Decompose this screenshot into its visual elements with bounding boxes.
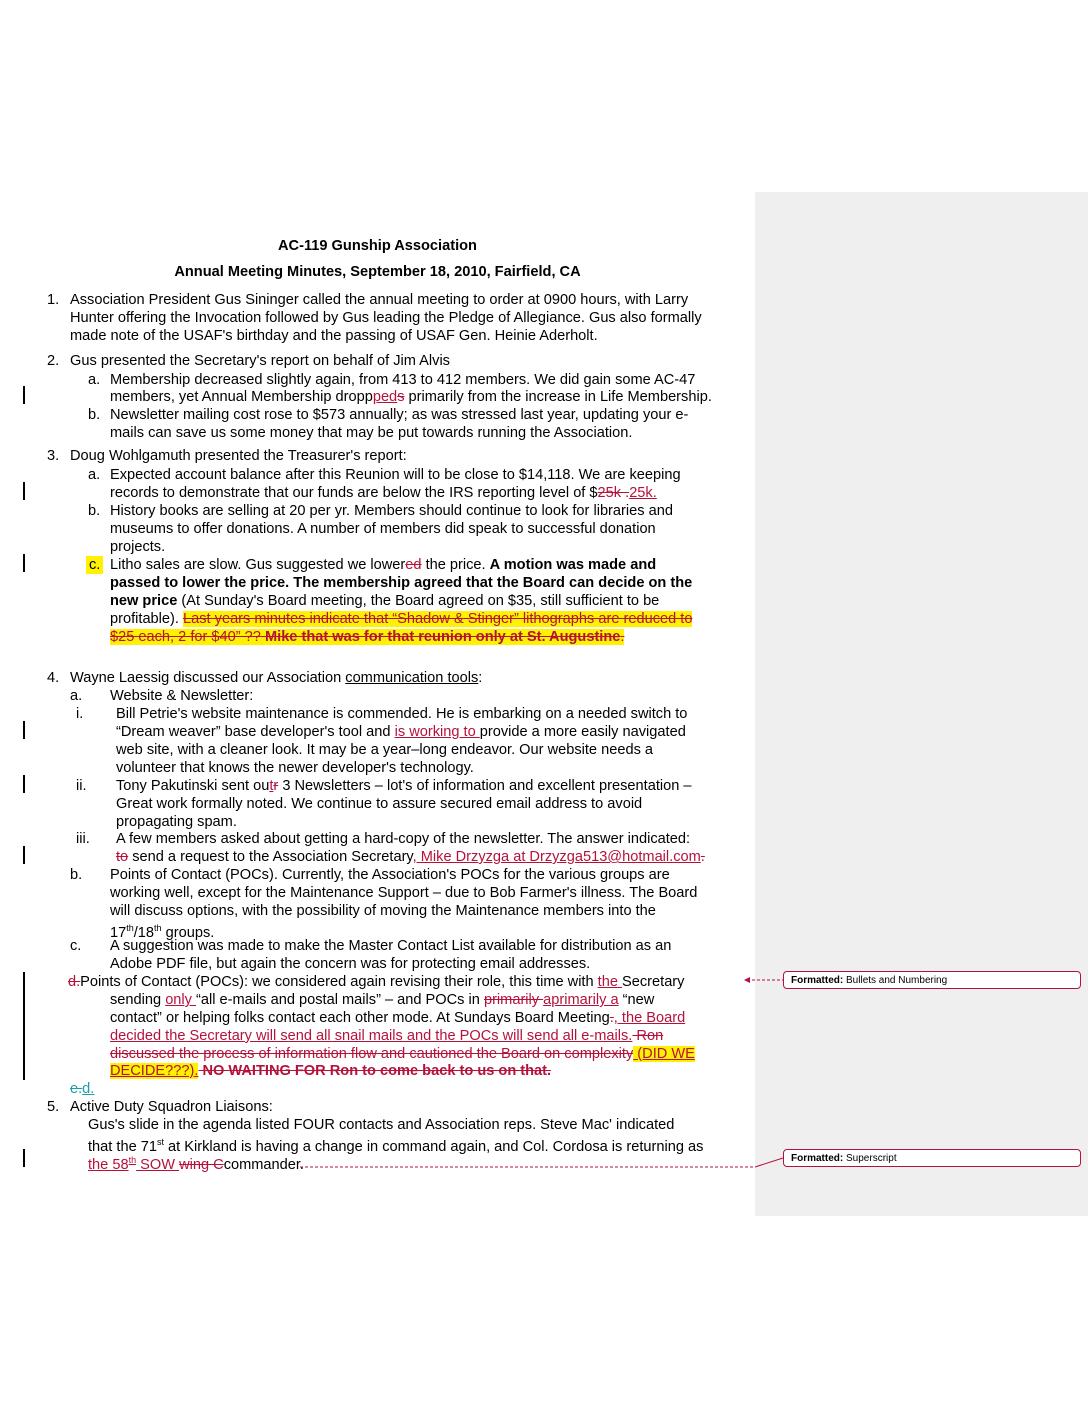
section2-a-line: members, yet Annual Membership dropppeds primarily from the increase in Life Membership. [110, 389, 712, 405]
change-bar [23, 482, 25, 500]
section3-c-line: passed to lower the price. The membership agreed that the Board can decide on the [110, 575, 693, 591]
change-bar [23, 1149, 25, 1167]
item-marker: a. [88, 372, 101, 388]
section-number: 5. [47, 1099, 60, 1115]
change-bar [23, 846, 25, 864]
section4-b-line: 17th/18th groups. [110, 923, 215, 941]
section2-heading: Gus presented the Secretary's report on behalf of Jim Alvis [70, 353, 450, 369]
section3-b-line: museums to offer donations. A number of members did speak to successful donation [110, 521, 656, 537]
section4-d-line: contact” or helping folks contact each other mode. At Sundays Board Meeting., the Board [110, 1010, 686, 1026]
formatting-comment[interactable]: Formatted: Superscript [783, 1149, 1081, 1167]
item-marker: b. [88, 407, 101, 423]
document-subtitle: Annual Meeting Minutes, September 18, 2010, Fairfield, CA [174, 264, 581, 280]
change-bar [23, 721, 25, 739]
section4-ii-line: propagating spam. [116, 814, 237, 830]
section-number: 2. [47, 353, 60, 369]
section4-ii-line: Tony Pakutinski sent outr 3 Newsletters – lot's of information and excellent presentation – [116, 778, 692, 794]
section4-b-line: Points of Contact (POCs). Currently, the Association's POCs for the various groups are [110, 867, 670, 883]
change-bar [23, 775, 25, 793]
section4-c-line: Adobe PDF file, but again the concern was for protecting email addresses. [110, 956, 591, 972]
section4-i-line: Bill Petrie's website maintenance is commended. He is embarking on a needed switch to [116, 706, 688, 722]
section4-i-line: volunteer that knows the newer developer's technology. [116, 760, 474, 776]
section5-heading: Active Duty Squadron Liaisons: [70, 1099, 273, 1115]
section2-a-line: Membership decreased slightly again, from 413 to 412 members. We did gain some AC-47 [110, 372, 696, 388]
item-marker: b. [70, 867, 83, 883]
section3-c-line: $25 each, 2 for $40” ?? Mike that was for that reunion only at St. Augustine. [110, 629, 625, 645]
section-number: 1. [47, 292, 60, 308]
section1-line: Hunter offering the Invocation followed by Gus leading the Pledge of Allegiance. Gus also formally [70, 310, 702, 326]
section3-c-line: profitable). Last years minutes indicate that “Shadow & Stinger” lithographs are reduced to [110, 611, 693, 627]
item-marker: ii. [76, 778, 87, 794]
section4-iii-line: to send a request to the Association Secretary, Mike Drzyzga at Drzyzga513@hotmail.com. [116, 849, 705, 865]
section4-d-line: sending only “all e-mails and postal mails” – and POCs in primarily aprimarily a “new [110, 992, 655, 1008]
section4-iii-line: A few members asked about getting a hard-copy of the newsletter. The answer indicated: [116, 831, 691, 847]
section4-d-line: d.Points of Contact (POCs): we considered again revising their role, this time with the Secretary [68, 974, 685, 990]
item-marker: a. [70, 688, 83, 704]
section5-line: that the 71st at Kirkland is having a change in command again, and Col. Cordosa is returning as [88, 1137, 704, 1155]
section4-i-line: web site, with a cleaner look. It may be a year–long endeavor. Our website needs a [116, 742, 654, 758]
section4-b-line: will discuss options, with the possibility of moving the Maintenance members into the [110, 903, 656, 919]
formatting-comment[interactable]: Formatted: Bullets and Numbering [783, 971, 1081, 989]
section4-d-line: DECIDE???). NO WAITING FOR Ron to come back to us on that. [110, 1063, 552, 1079]
change-bar [23, 386, 25, 404]
section4-d-line: discussed the process of information flow and cautioned the Board on complexity (DID WE [110, 1046, 695, 1062]
change-bar [23, 554, 25, 572]
section1-line: made note of the USAF's birthday and the passing of USAF Gen. Heinie Aderholt. [70, 328, 598, 344]
change-bar [23, 972, 25, 1080]
section-number: 4. [47, 670, 60, 686]
section3-b-line: projects. [110, 539, 166, 555]
section3-a-line: records to demonstrate that our funds are below the IRS reporting level of $25k .25k. [110, 485, 657, 501]
section4-c-line: A suggestion was made to make the Master Contact List available for distribution as an [110, 938, 672, 954]
section4-b-line: working well, except for the Maintenance Support – due to Bob Farmer's illness. The Board [110, 885, 698, 901]
section-number: 3. [47, 448, 60, 464]
item-marker: b. [88, 503, 101, 519]
section3-c-line: Litho sales are slow. Gus suggested we lowered the price. A motion was made and [110, 557, 657, 573]
item-marker: c. [70, 938, 82, 954]
section5-line: the 58th SOW wing Ccommander. [88, 1155, 304, 1173]
section4-a-label: Website & Newsletter: [110, 688, 254, 704]
section3-heading: Doug Wohlgamuth presented the Treasurer's report: [70, 448, 407, 464]
item-marker: iii. [76, 831, 90, 847]
section4-e-marker: e.d. [70, 1081, 95, 1097]
section4-d-line: decided the Secretary will send all snail mails and the POCs will send all e-mails. Ron [110, 1028, 664, 1044]
item-marker: a. [88, 467, 101, 483]
section5-line: Gus's slide in the agenda listed FOUR contacts and Association reps. Steve Mac' indicated [88, 1117, 675, 1133]
section2-b-line: mails can save us some money that may be put towards running the Association. [110, 425, 633, 441]
section2-b-line: Newsletter mailing cost rose to $573 annually; as was stressed last year, updating your e- [110, 407, 689, 423]
item-marker: c. [86, 556, 103, 574]
document-title: AC-119 Gunship Association [278, 238, 477, 254]
section3-a-line: Expected account balance after this Reunion will to be close to $14,118. We are keeping [110, 467, 681, 483]
comment-margin-pane [755, 192, 1088, 1216]
section4-i-line: “Dream weaver” base developer's tool and is working to provide a more easily navigated [116, 724, 686, 740]
section4-heading: Wayne Laessig discussed our Association communication tools: [70, 670, 483, 686]
section4-ii-line: Great work formally noted. We continue to assure secured email address to avoid [116, 796, 643, 812]
section1-line: Association President Gus Sininger called the annual meeting to order at 0900 hours, with Larry [70, 292, 689, 308]
item-marker: i. [76, 706, 84, 722]
section3-c-line: new price (At Sunday's Board meeting, the Board agreed on $35, still sufficient to be [110, 593, 660, 609]
section3-b-line: History books are selling at 20 per yr. Members should continue to look for libraries and [110, 503, 673, 519]
